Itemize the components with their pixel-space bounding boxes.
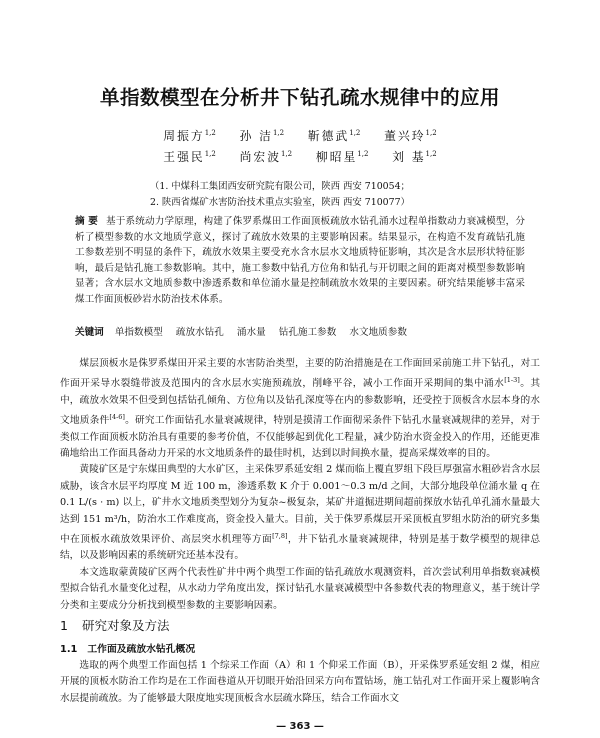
section-number: 1: [60, 618, 68, 633]
keywords: [75, 324, 525, 338]
paragraph: [60, 565, 540, 614]
keywords-label: 关键词: [75, 327, 104, 338]
author: [163, 129, 216, 143]
author: [163, 150, 216, 164]
author: [240, 150, 293, 164]
author: [240, 129, 285, 143]
citation: [4-6]: [109, 413, 125, 422]
author: [384, 129, 437, 143]
paragraph-text: 。其中，疏放水效果不但受到包括钻孔倾角、方位角以及钻孔深度等在内的参数影响，还受控于顶板含水层本身的水文地质条件: [60, 378, 541, 427]
author: [316, 150, 369, 164]
paragraph: 选取的两个典型工作面包括 1 个综采工作面（A）和 1 个仰采工作面（B），开采侏罗系延安组 2 煤，相应开展的顶板水防治工作均是在工作面巷道从开切眼开始沿回采方向布置钻场，施工钻孔对工作面开采上覆影响含水层提前疏放。为了能够最大限度地实现顶板含水层疏水降压，结合工作面水文: [60, 660, 540, 704]
author-row-2: [60, 148, 540, 165]
paragraph-text: 本文选取蒙黄陵矿区两个代表性矿井中两个典型工作面的钻孔疏放水观测资料，首次尝试利用单指数衰减模型拟合钻孔水量变化过程，从水动力学角度出发，探讨钻孔水量衰减模型中各参数代表的物理意义，基于统计学分类和主要成分分析找到模型参数的主要影响因素。: [60, 566, 540, 611]
abstract-label: 摘 要: [75, 216, 98, 227]
paragraph: [60, 356, 540, 462]
subsection-number: 1.1: [60, 644, 78, 655]
author-affil-mark: 1,2: [357, 150, 369, 158]
keyword: 单指数模型: [114, 327, 163, 338]
author-name: 孙 洁: [239, 129, 273, 143]
author-row-1: [60, 127, 540, 144]
paragraph-text: 。研究工作面钻孔水量衰减规律，特别是摸清工作面彻采条件下钻孔水量衰减规律的差异，对于类似工作面顶板水防治具有重要的参考价值，不仅能够起到优化工程量，减少防治水资金投入的作用，还能更准确地给出工作面具备动力开采的水文地质条件的最佳时机，达到以时间换水量，提高采煤效率的目的。: [60, 415, 541, 460]
keyword: 疏放水钻孔: [175, 327, 224, 338]
author-affil-mark: 1,2: [204, 129, 216, 137]
author-name: 靳德武: [307, 129, 350, 143]
author-name: 董兴玲: [384, 129, 426, 143]
subsection-title: 工作面及疏放水钻孔概况: [87, 644, 196, 655]
author-affil-mark: 1,2: [425, 129, 437, 137]
section-heading: [60, 616, 169, 634]
author-name: 尚宏波: [239, 150, 281, 164]
paper-title: 单指数模型在分析井下钻孔疏水规律中的应用: [99, 86, 500, 109]
page-number: — 363 —: [276, 721, 324, 732]
paragraph-text: ，井下钻孔水量衰减规律，特别是基于数学模型的规律总结，以及影响因素的系统研究还基本没有。: [60, 534, 541, 562]
citation: [1-3]: [504, 376, 520, 385]
abstract-text: 基于系统动力学原理，构建了侏罗系煤田工作面顶板疏放水钻孔涌水过程单指数动力衰减模型，分析了模型参数的水文地质学意义，探讨了疏放水效果的主要影响因素。结果显示，在构造不发育疏钻孔施工参数差别不明显的条件下，疏放水效果主要受充水含水层水文地质特征影响，其次是含水层形状特征影响，最后是钻孔施工参数影响。其中，施工参数中钻孔方位角和钻孔与开切眼之间的距离对模型参数影响显著；含水层水文地质参数中渗透系数和单位涌水量是控制疏放水效果的主要因素。研究结果能够丰富采煤工作面顶板砂岩水防治技术体系。: [75, 216, 526, 305]
author-name: 柳昭星: [315, 150, 358, 164]
keyword: 水文地质参数: [349, 327, 407, 338]
author-name: 周振方: [163, 129, 205, 143]
author-affil-mark: 1,2: [281, 150, 293, 158]
affiliation-1: （1. 中煤科工集团西安研究院有限公司，陕西 西安 710054；: [150, 181, 410, 192]
paragraph: [60, 462, 540, 564]
author-affil-mark: 1,2: [272, 129, 285, 137]
author: [308, 129, 361, 143]
affiliation-2: 2. 陕西省煤矿水害防治技术重点实验室，陕西 西安 710077）: [150, 197, 410, 208]
paragraph-text: 黄陵矿区是宁东煤田典型的大水矿区，主采侏罗系延安组 2 煤而临上覆直罗组下段巨厚强富水粗砂岩含水层威胁，该含水层平均厚度 M 近 100 m，渗透系数 K 介于 0.001～0.3 m/d 之间，大部分地段单位涌水量 q 在 0.1 L/(s · m) 以上，矿井水文地质类型划分为复杂~极复杂，某矿井道掘进期间超前探放水钻孔单孔涌水量最大达到 151 m³/h，防治水工作难度高，资金投入量大。目前，关于侏罗系煤层开采顶板直罗组水防治的研究多集中在顶板水疏放效果评价、高层突水机理等方面: [60, 464, 540, 546]
introduction: [60, 356, 540, 614]
section-title: 研究对象及方法: [81, 618, 170, 633]
abstract: [75, 214, 525, 307]
author-affil-mark: 1,2: [425, 150, 437, 158]
author: [392, 150, 437, 164]
section-body: [60, 658, 540, 707]
author-name: 王强民: [163, 150, 205, 164]
keyword: 涌水量: [236, 327, 266, 338]
keyword: 钻孔施工参数: [278, 327, 337, 338]
author-name: 刘 基: [392, 150, 426, 164]
author-affil-mark: 1,2: [204, 150, 216, 158]
author-affil-mark: 1,2: [349, 129, 361, 137]
subsection-heading: [60, 641, 195, 655]
citation: [7,8]: [272, 532, 288, 541]
paragraph-text: 煤层顶板水是侏罗系煤田开采主要的水害防治类型，主要的防治措施是在工作面回采前施工井下钻孔，对工作面开采导水裂缝带波及范围内的含水层水实施预疏放，削峰平谷，减小工作面开采期间的集中涌水: [60, 358, 540, 390]
